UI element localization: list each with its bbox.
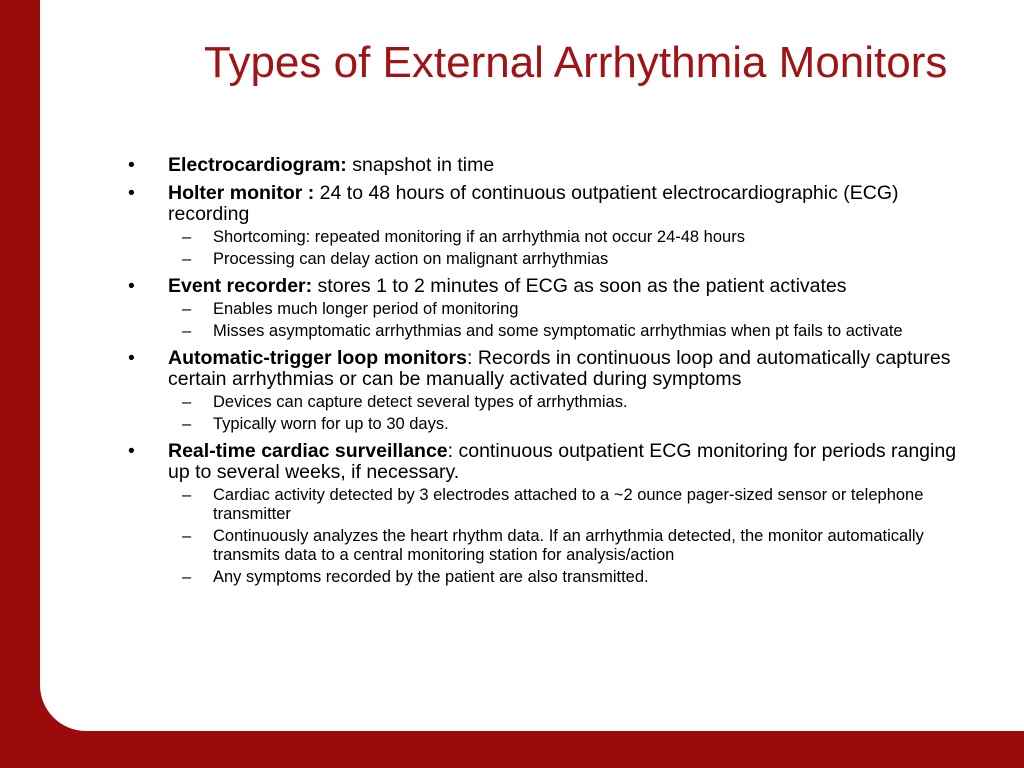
- bullet-text: 24 to 48 hours of continuous outpatient electrocardiographic (ECG) recording: [168, 182, 899, 225]
- sub-bullet-text: Shortcoming: repeated monitoring if an arrhythmia not occur 24-48 hours: [213, 228, 745, 246]
- sub-bullet-item: [168, 300, 978, 319]
- sub-bullet-text: Processing can delay action on malignant arrhythmias: [213, 250, 609, 268]
- dash-icon: –: [182, 393, 192, 411]
- bullet-list: [128, 148, 978, 587]
- sub-bullet-item: [168, 415, 978, 434]
- dash-icon: –: [182, 415, 192, 433]
- dash-icon: –: [182, 486, 192, 504]
- bullet-term: Real-time cardiac surveillance: [168, 440, 448, 462]
- sub-bullet-item: [168, 228, 978, 247]
- bullet-item: [128, 183, 978, 225]
- slide-title: Types of External Arrhythmia Monitors: [204, 38, 948, 87]
- bullet-text: stores 1 to 2 minutes of ECG as soon as the patient activates: [312, 275, 847, 297]
- bullet-item: [128, 276, 978, 297]
- bullet-item: [128, 441, 978, 483]
- bullet-icon: •: [128, 182, 135, 204]
- sub-bullet-text: Devices can capture detect several types of arrhythmias.: [213, 393, 628, 411]
- bullet-icon: •: [128, 275, 135, 297]
- bullet-text: : continuous outpatient ECG monitoring for periods ranging up to several weeks, if necessary.: [168, 440, 957, 483]
- bullet-icon: •: [128, 347, 135, 369]
- sub-bullet-item: [168, 393, 978, 412]
- bullet-icon: •: [128, 154, 135, 176]
- sub-bullet-item: [168, 486, 978, 524]
- bullet-term: Electrocardiogram:: [168, 154, 347, 176]
- sub-bullet-item: [168, 322, 978, 341]
- dash-icon: –: [182, 250, 192, 268]
- bullet-item: [128, 348, 978, 390]
- dash-icon: –: [182, 527, 192, 545]
- sub-bullet-item: [168, 250, 978, 269]
- sub-bullet-text: Continuously analyzes the heart rhythm data. If an arrhythmia detected, the monitor automatically transmits data to a central monitoring station for analysis/action: [213, 527, 924, 564]
- dash-icon: –: [182, 322, 192, 340]
- sub-bullet-item: [168, 527, 978, 565]
- bullet-term: Holter monitor :: [168, 182, 320, 204]
- bullet-item: [128, 155, 978, 176]
- bullet-term: Event recorder:: [168, 275, 313, 297]
- dash-icon: –: [182, 228, 192, 246]
- sub-bullet-text: Any symptoms recorded by the patient are also transmitted.: [213, 568, 649, 586]
- dash-icon: –: [182, 568, 192, 586]
- bullet-icon: •: [128, 440, 135, 462]
- bullet-text: snapshot in time: [346, 154, 495, 176]
- dash-icon: –: [182, 300, 192, 318]
- sub-bullet-text: Enables much longer period of monitoring: [213, 300, 519, 318]
- sub-bullet-text: Misses asymptomatic arrhythmias and some symptomatic arrhythmias when pt fails to activate: [213, 322, 903, 340]
- sub-bullet-text: Typically worn for up to 30 days.: [213, 415, 449, 433]
- bullet-text: : Records in continuous loop and automatically captures certain arrhythmias or can be manually activated during symptoms: [168, 347, 951, 390]
- bullet-term: Automatic-trigger loop monitors: [168, 347, 467, 369]
- sub-bullet-item: [168, 568, 978, 587]
- sub-bullet-text: Cardiac activity detected by 3 electrodes attached to a ~2 ounce pager-sized sensor or telephone transmitter: [213, 486, 924, 523]
